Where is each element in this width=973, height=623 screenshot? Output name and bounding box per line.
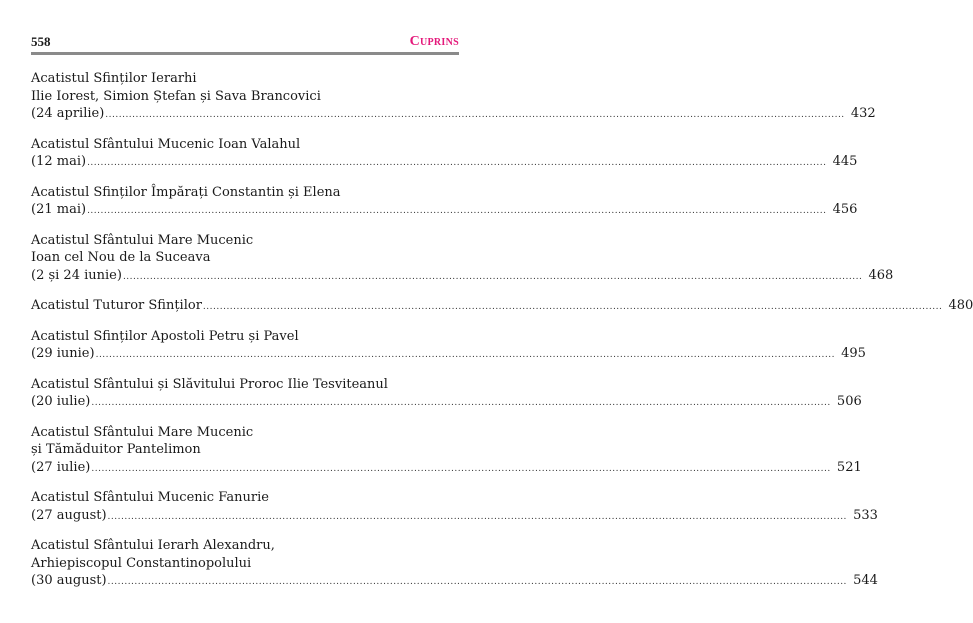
toc-entry-page-number: 521 — [836, 459, 862, 475]
toc-entry-title-line: Acatistul Sfinților Ierarhi — [31, 71, 197, 86]
section-title: Cuprins — [409, 34, 459, 49]
toc-entry-date: (21 mai) — [31, 202, 87, 217]
dot-leader: ............................................................................................................................................................................................................................ — [105, 110, 845, 120]
toc-entry-title-line: Acatistul Sfinților Împărați Constantin și Elena — [31, 184, 341, 200]
toc-entry-final-line — [31, 201, 858, 221]
toc-entry-page-number: 468 — [868, 267, 894, 283]
toc-entry-page-number: 495 — [841, 346, 866, 361]
toc-entry-title-line: Acatistul Sfântului și Slăvitului Proroc Ilie Tesviteanul — [31, 376, 388, 392]
toc-entry-title-line: Ilie Iorest, Simion Ștefan și Sava Brancovici — [31, 88, 321, 104]
toc-entry[interactable] — [31, 328, 866, 365]
toc-entry[interactable] — [31, 489, 878, 526]
page-header — [31, 34, 459, 52]
toc-entry-page-number: 506 — [836, 394, 862, 409]
toc-entry-date: (27 august) — [31, 507, 107, 523]
toc-entry[interactable] — [31, 232, 894, 287]
toc-entry-final-line — [31, 105, 876, 125]
toc-entry-page-number: 445 — [832, 154, 858, 169]
toc-entry-title-line: Ioan cel Nou de la Suceava — [31, 250, 211, 265]
toc-entry[interactable] — [31, 184, 858, 221]
toc-entry[interactable] — [31, 70, 876, 125]
page-number: 558 — [31, 34, 51, 49]
toc-entry-title-line: Acatistul Sfântului Mucenic Fanurie — [31, 490, 269, 505]
dot-leader: ............................................................................................................................................................................................................................ — [91, 463, 831, 474]
toc-entry[interactable] — [31, 537, 878, 592]
dot-leader: ............................................................................................................................................................................................................................ — [202, 302, 943, 312]
toc-entry-final-line — [31, 345, 866, 365]
dot-leader: ............................................................................................................................................................................................................................ — [107, 511, 847, 522]
table-of-contents — [31, 70, 973, 603]
toc-entry-title-line: Acatistul Sfântului Mucenic Ioan Valahul — [31, 136, 301, 152]
toc-entry-page-number: 533 — [853, 507, 878, 523]
dot-leader: ............................................................................................................................................................................................................................ — [95, 350, 835, 360]
toc-entry-page-number: 432 — [850, 106, 876, 121]
toc-entry-page-number: 456 — [832, 202, 858, 217]
toc-entry[interactable] — [31, 297, 973, 317]
dot-leader: ............................................................................................................................................................................................................................ — [122, 271, 863, 282]
toc-entry-title-line: Acatistul Sfântului Mare Mucenic — [31, 424, 254, 440]
toc-entry-final-line — [31, 393, 862, 413]
toc-entry-title-line: și Tămăduitor Pantelimon — [31, 442, 201, 457]
toc-entry-final-line — [31, 153, 858, 173]
toc-entry-date: (27 iulie) — [31, 459, 91, 475]
toc-entry-page-number: 480 — [948, 298, 973, 313]
toc-entry-date: (30 august) — [31, 573, 107, 588]
toc-entry-date: (2 și 24 iunie) — [31, 267, 122, 283]
dot-leader: ............................................................................................................................................................................................................................ — [87, 158, 827, 168]
dot-leader: ............................................................................................................................................................................................................................ — [87, 206, 827, 216]
toc-entry[interactable] — [31, 136, 858, 173]
toc-entry-date: (20 iulie) — [31, 394, 91, 409]
header-rule — [31, 52, 459, 55]
dot-leader: ............................................................................................................................................................................................................................ — [91, 398, 831, 408]
dot-leader: ............................................................................................................................................................................................................................ — [107, 577, 847, 587]
toc-entry-final-line — [31, 507, 878, 527]
toc-entry-date: Acatistul Tuturor Sfinților — [31, 298, 202, 313]
toc-entry-final-line — [31, 297, 973, 317]
toc-entry-title-line: Acatistul Sfântului Mare Mucenic — [31, 232, 254, 248]
toc-entry-date: (29 iunie) — [31, 346, 95, 361]
toc-entry-date: (12 mai) — [31, 154, 87, 169]
toc-entry-final-line — [31, 572, 878, 592]
toc-entry-title-line: Acatistul Sfinților Apostoli Petru și Pavel — [31, 328, 299, 344]
toc-entry[interactable] — [31, 424, 862, 479]
toc-entry[interactable] — [31, 376, 862, 413]
toc-entry-page-number: 544 — [853, 573, 878, 588]
toc-entry-final-line — [31, 459, 862, 479]
toc-entry-title-line: Acatistul Sfântului Ierarh Alexandru, — [31, 538, 275, 553]
toc-entry-date: (24 aprilie) — [31, 106, 105, 121]
toc-entry-title-line: Arhiepiscopul Constantinopolului — [31, 555, 252, 571]
toc-entry-final-line — [31, 267, 894, 287]
